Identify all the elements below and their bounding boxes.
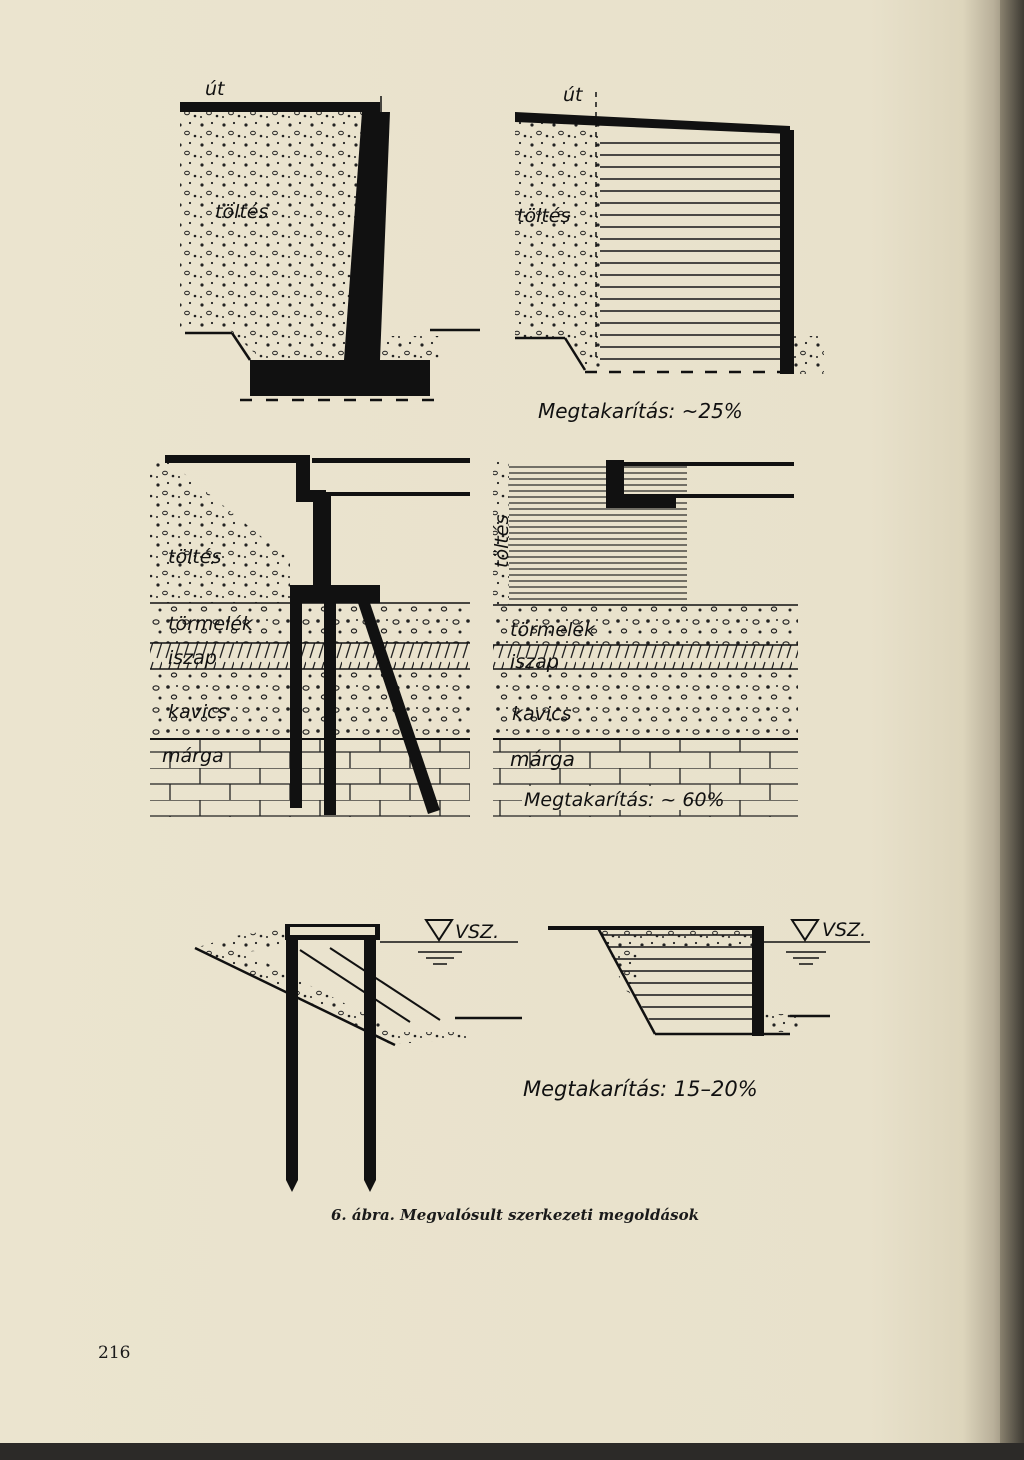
pile-vertical [290, 603, 302, 808]
layer-marl-label: márga [510, 747, 575, 771]
wall-footing [250, 360, 430, 396]
road-label: út [205, 78, 225, 100]
wall-head [606, 494, 676, 508]
figure-caption: 6. ábra. Megvalósult szerkezeti megoldások [330, 1206, 700, 1224]
layer-mud-label: iszap [168, 647, 217, 669]
pile-cap [290, 585, 380, 603]
embankment-fill [180, 112, 370, 360]
water-level-icon [426, 920, 452, 940]
saving-label: Megtakarítás: ~25% [538, 399, 743, 423]
panel-reinforced-earth-2 [491, 460, 798, 817]
panel-retaining-wall [180, 78, 480, 400]
fill-label: töltés [517, 205, 571, 227]
layer-debris-label: törmelék [168, 613, 254, 635]
scan-bottom-edge [0, 1443, 1024, 1460]
layer-gravel-label: kavics [168, 701, 228, 723]
facing-panel [752, 926, 764, 1036]
embankment-fill [150, 458, 290, 603]
panel-pile-quay [195, 920, 522, 1192]
water-level-label: VSZ. [822, 919, 867, 941]
wall-stem [313, 495, 331, 595]
reinforcement-strips [600, 136, 785, 370]
water-level-label: VSZ. [455, 921, 500, 943]
layer-gravel-label: kavics [512, 703, 572, 725]
reinforcement-strips [509, 462, 687, 605]
road-surface [180, 102, 380, 112]
page-number: 216 [98, 1343, 131, 1363]
road-label: út [563, 84, 583, 106]
toe-fill [380, 336, 440, 360]
pile-vertical [286, 940, 298, 1180]
fill-label: töltés [491, 514, 513, 568]
layer-debris-label: törmelék [510, 619, 596, 641]
facing-panel [780, 130, 794, 374]
water-level-icon [792, 920, 818, 940]
deck-slab [165, 455, 310, 463]
fill-label: töltés [215, 201, 269, 223]
layer-mud-label: iszap [510, 651, 559, 673]
bottom-saving-label: Megtakarítás: 15–20% [523, 1077, 758, 1101]
pile-vertical [364, 940, 376, 1180]
pile-vertical [324, 603, 336, 815]
panel-pile-wall [150, 455, 470, 817]
fill-label: töltés [168, 546, 222, 568]
embankment-fill [195, 928, 285, 952]
panel-reinforced-quay [523, 919, 870, 1101]
embankment-fill [515, 122, 600, 370]
slope-protection [195, 948, 470, 1044]
saving-label: Megtakarítás: ~ 60% [524, 789, 725, 811]
toe-fill [794, 336, 824, 374]
panel-reinforced-earth [515, 84, 824, 423]
layer-marl-label: márga [162, 745, 224, 767]
